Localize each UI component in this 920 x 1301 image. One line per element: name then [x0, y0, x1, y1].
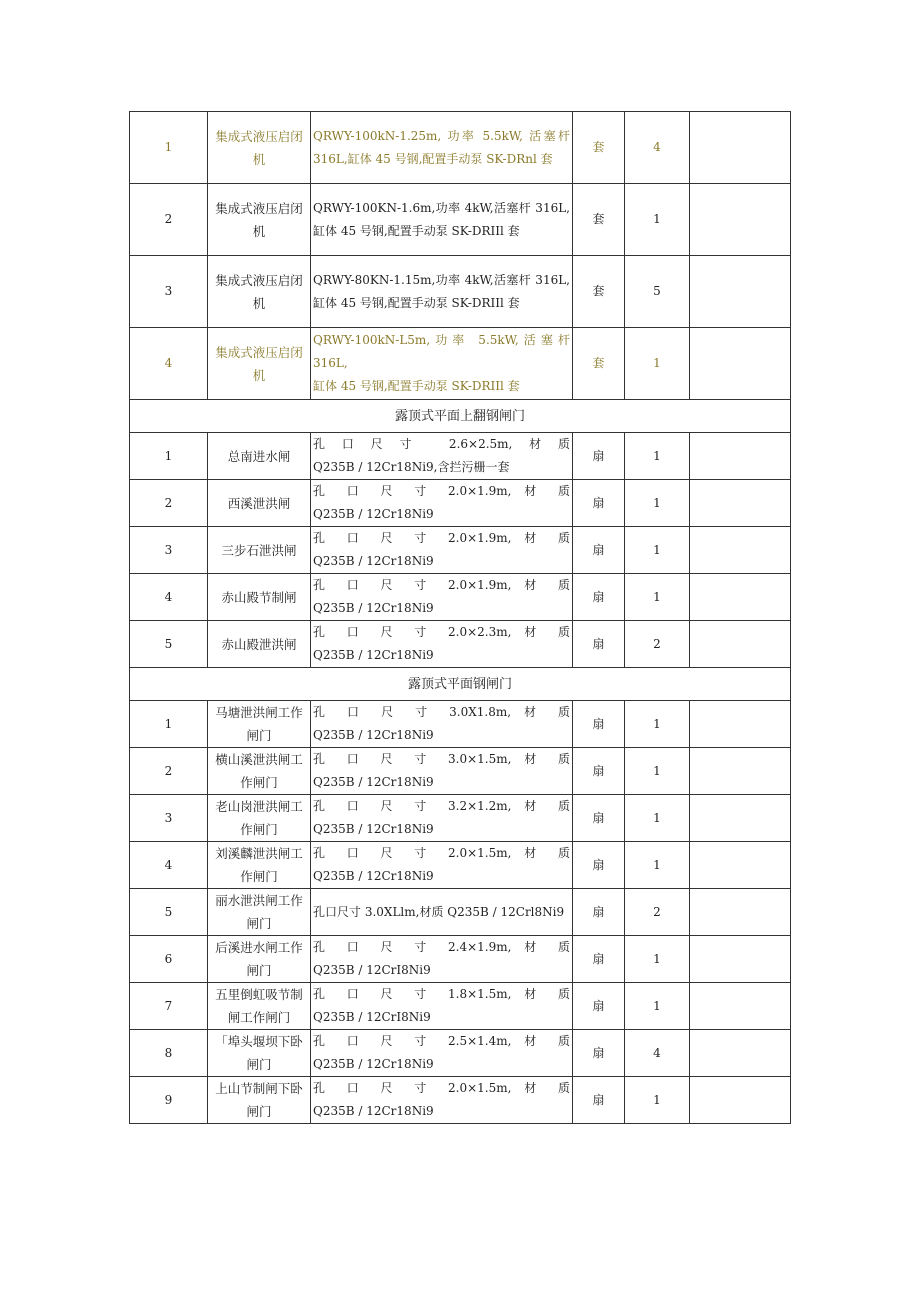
- quantity: 1: [625, 936, 690, 983]
- spec-line-2: Q235B / 12Cr18Ni9: [313, 601, 434, 615]
- item-spec: [311, 112, 573, 184]
- table-row: [130, 527, 791, 574]
- spec-line-1: QRWY-80KN-1.15m,功率 4kW,活塞杆 316L,: [313, 272, 570, 287]
- remark-cell: [690, 574, 791, 621]
- spec-line-1: 孔 口 尺 寸 3.2×1.2m, 材 质: [313, 799, 570, 813]
- unit: 套: [573, 184, 625, 256]
- item-spec: [311, 936, 573, 983]
- quantity: 1: [625, 701, 690, 748]
- table-row: [130, 574, 791, 621]
- item-name: 后溪进水闸工作闸门: [208, 936, 311, 983]
- spec-line-1: 孔口尺寸 2.6×2.5m,材质: [313, 437, 570, 451]
- item-name: 马塘泄洪闸工作闸门: [208, 701, 311, 748]
- unit: 扇: [573, 574, 625, 621]
- spec-line-1: 孔 口 尺 寸 2.0×1.9m, 材 质: [313, 531, 570, 545]
- spec-line-1: QRWY-100kN-1.25m, 功率 5.5kW, 活塞杆: [313, 128, 570, 143]
- spec-line-1: 孔 口 尺 寸 1.8×1.5m, 材 质: [313, 987, 570, 1001]
- item-spec: [311, 480, 573, 527]
- row-number: 3: [130, 256, 208, 328]
- item-spec: [311, 748, 573, 795]
- item-spec: [311, 983, 573, 1030]
- item-name: 赤山殿节制闸: [208, 574, 311, 621]
- table-row: [130, 184, 791, 256]
- table-row: [130, 1077, 791, 1124]
- item-spec: [311, 889, 573, 936]
- row-number: 4: [130, 328, 208, 400]
- table-row: [130, 936, 791, 983]
- quantity: 1: [625, 1077, 690, 1124]
- row-number: 2: [130, 184, 208, 256]
- row-number: 5: [130, 621, 208, 668]
- remark-cell: [690, 480, 791, 527]
- remark-cell: [690, 112, 791, 184]
- row-number: 9: [130, 1077, 208, 1124]
- row-number: 2: [130, 748, 208, 795]
- section-title: 露顶式平面上翻钢闸门: [130, 400, 791, 433]
- unit: 扇: [573, 936, 625, 983]
- spec-line-2: 缸体 45 号钢,配置手动泵 SK-DRIIl 套: [313, 379, 520, 393]
- quantity: 1: [625, 480, 690, 527]
- spec-line-1: 孔 口 尺 寸 2.0×1.5m, 材 质: [313, 846, 570, 860]
- spec-line-1: 孔 口 尺 寸 3.0×1.5m, 材 质: [313, 752, 570, 766]
- remark-cell: [690, 748, 791, 795]
- item-name: 老山岗泄洪闸工作闸门: [208, 795, 311, 842]
- remark-cell: [690, 889, 791, 936]
- table-row: [130, 112, 791, 184]
- spec-line-2: 316L,缸体 45 号钢,配置手动泵 SK-DRnl 套: [313, 151, 553, 166]
- unit: 扇: [573, 621, 625, 668]
- row-number: 3: [130, 795, 208, 842]
- item-name: 横山溪泄洪闸工作闸门: [208, 748, 311, 795]
- quantity: 1: [625, 433, 690, 480]
- remark-cell: [690, 621, 791, 668]
- item-name: 西溪泄洪闸: [208, 480, 311, 527]
- unit: 套: [573, 328, 625, 400]
- spec-line-2: Q235B / 12Cr18Ni9: [313, 507, 434, 521]
- spec-line-1: QRWY-100kN-L5m,功率 5.5kW,活塞杆 316L,: [313, 333, 570, 370]
- spec-line-2: 缸体 45 号钢,配置手动泵 SK-DRIIl 套: [313, 295, 520, 310]
- row-number: 1: [130, 112, 208, 184]
- remark-cell: [690, 936, 791, 983]
- spec-line-1: 孔 口 尺 寸 2.0×2.3m, 材 质: [313, 625, 570, 639]
- remark-cell: [690, 256, 791, 328]
- unit: 扇: [573, 842, 625, 889]
- spec-line-2: Q235B / 12Cr18Ni9,含拦污栅一套: [313, 460, 510, 474]
- remark-cell: [690, 328, 791, 400]
- remark-cell: [690, 983, 791, 1030]
- quantity: 1: [625, 795, 690, 842]
- equipment-table-body: [130, 112, 791, 1124]
- item-name: 集成式液压启闭机: [208, 328, 311, 400]
- item-spec: [311, 256, 573, 328]
- spec-line-2: 缸体 45 号钢,配置手动泵 SK-DRIIl 套: [313, 223, 520, 238]
- row-number: 7: [130, 983, 208, 1030]
- table-row: [130, 433, 791, 480]
- item-spec: [311, 701, 573, 748]
- spec-line-1: 孔 口 尺 寸 2.4×1.9m, 材 质: [313, 940, 570, 954]
- row-number: 6: [130, 936, 208, 983]
- item-name: 五里倒虹吸节制闸工作闸门: [208, 983, 311, 1030]
- unit: 套: [573, 112, 625, 184]
- table-row: [130, 748, 791, 795]
- item-spec: [311, 184, 573, 256]
- row-number: 1: [130, 433, 208, 480]
- quantity: 5: [625, 256, 690, 328]
- spec-line-2: Q235B / 12Cr18Ni9: [313, 869, 434, 883]
- remark-cell: [690, 701, 791, 748]
- item-spec: [311, 795, 573, 842]
- spec-line-1: 孔 口 尺 寸 2.5×1.4m, 材 质: [313, 1034, 570, 1048]
- table-row: [130, 621, 791, 668]
- quantity: 4: [625, 112, 690, 184]
- table-row: [130, 1030, 791, 1077]
- item-name: 集成式液压启闭机: [208, 184, 311, 256]
- spec-line-2: Q235B / 12Cr18Ni9: [313, 1104, 434, 1118]
- spec-line-2: Q235B / 12Cr18Ni9: [313, 728, 434, 742]
- table-row: [130, 842, 791, 889]
- remark-cell: [690, 795, 791, 842]
- unit: 扇: [573, 701, 625, 748]
- row-number: 4: [130, 842, 208, 889]
- unit: 扇: [573, 1030, 625, 1077]
- quantity: 2: [625, 889, 690, 936]
- row-number: 5: [130, 889, 208, 936]
- row-number: 8: [130, 1030, 208, 1077]
- unit: 扇: [573, 748, 625, 795]
- spec-line-2: Q235B / 12CrI8Ni9: [313, 1010, 431, 1024]
- spec-line-2: Q235B / 12Cr18Ni9: [313, 1057, 434, 1071]
- spec-line-1: 孔 口 尺 寸 2.0×1.9m, 材 质: [313, 484, 570, 498]
- remark-cell: [690, 433, 791, 480]
- spec-line-2: Q235B / 12Cr18Ni9: [313, 775, 434, 789]
- row-number: 1: [130, 701, 208, 748]
- quantity: 1: [625, 184, 690, 256]
- section-header-row: [130, 668, 791, 701]
- quantity: 1: [625, 328, 690, 400]
- equipment-table: [129, 111, 791, 1124]
- item-spec: [311, 527, 573, 574]
- spec-line-1: 孔 口 尺 寸 3.0X1.8m, 材 质: [313, 705, 570, 719]
- unit: 扇: [573, 795, 625, 842]
- table-row: [130, 256, 791, 328]
- item-name: 总南进水闸: [208, 433, 311, 480]
- item-name: 三步石泄洪闸: [208, 527, 311, 574]
- item-name: 集成式液压启闭机: [208, 112, 311, 184]
- item-name: 上山节制闸下卧闸门: [208, 1077, 311, 1124]
- spec-line-1: 孔 口 尺 寸 2.0×1.9m, 材 质: [313, 578, 570, 592]
- table-row: [130, 795, 791, 842]
- item-spec: [311, 433, 573, 480]
- item-name: 赤山殿泄洪闸: [208, 621, 311, 668]
- row-number: 3: [130, 527, 208, 574]
- item-spec: [311, 1077, 573, 1124]
- item-name: 丽水泄洪闸工作闸门: [208, 889, 311, 936]
- item-spec: [311, 574, 573, 621]
- unit: 扇: [573, 527, 625, 574]
- item-spec: [311, 328, 573, 400]
- unit: 套: [573, 256, 625, 328]
- quantity: 1: [625, 527, 690, 574]
- table-row: [130, 480, 791, 527]
- spec-line-2: Q235B / 12Cr18Ni9: [313, 554, 434, 568]
- row-number: 4: [130, 574, 208, 621]
- unit: 扇: [573, 433, 625, 480]
- section-title: 露顶式平面钢闸门: [130, 668, 791, 701]
- quantity: 1: [625, 983, 690, 1030]
- quantity: 1: [625, 574, 690, 621]
- remark-cell: [690, 1077, 791, 1124]
- quantity: 1: [625, 842, 690, 889]
- item-spec: [311, 1030, 573, 1077]
- item-name: 「埠头堰坝下卧闸门: [208, 1030, 311, 1077]
- remark-cell: [690, 527, 791, 574]
- quantity: 1: [625, 748, 690, 795]
- spec-line-2: Q235B / 12Cr18Ni9: [313, 822, 434, 836]
- table-row: [130, 983, 791, 1030]
- unit: 扇: [573, 1077, 625, 1124]
- quantity: 2: [625, 621, 690, 668]
- spec-line-1: 孔口尺寸 3.0XLlm,材质 Q235B / 12Crl8Ni9: [313, 904, 565, 919]
- table-row: [130, 889, 791, 936]
- unit: 扇: [573, 480, 625, 527]
- row-number: 2: [130, 480, 208, 527]
- remark-cell: [690, 1030, 791, 1077]
- unit: 扇: [573, 983, 625, 1030]
- spec-line-2: Q235B / 12Cr18Ni9: [313, 648, 434, 662]
- spec-line-1: 孔 口 尺 寸 2.0×1.5m, 材 质: [313, 1081, 570, 1095]
- quantity: 4: [625, 1030, 690, 1077]
- item-spec: [311, 842, 573, 889]
- spec-line-2: Q235B / 12CrI8Ni9: [313, 963, 431, 977]
- table-row: [130, 701, 791, 748]
- remark-cell: [690, 184, 791, 256]
- table-row: [130, 328, 791, 400]
- item-spec: [311, 621, 573, 668]
- item-name: 刘溪麟泄洪闸工作闸门: [208, 842, 311, 889]
- item-name: 集成式液压启闭机: [208, 256, 311, 328]
- unit: 扇: [573, 889, 625, 936]
- section-header-row: [130, 400, 791, 433]
- spec-line-1: QRWY-100KN-1.6m,功率 4kW,活塞杆 316L,: [313, 200, 570, 215]
- remark-cell: [690, 842, 791, 889]
